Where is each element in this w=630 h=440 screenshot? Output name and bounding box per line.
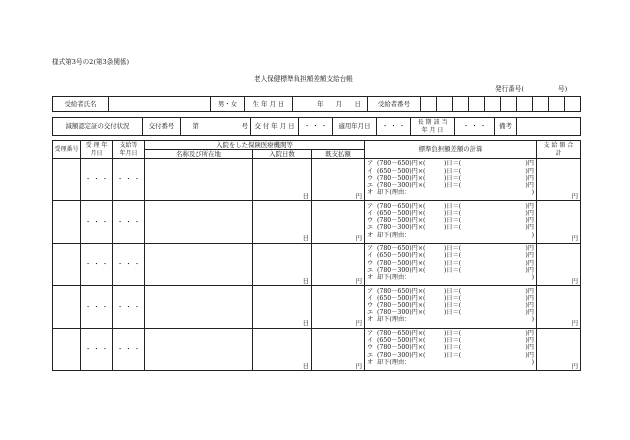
hospital-name-cell[interactable]	[145, 201, 253, 243]
calc-formula: (780－300)円×( )日＝(	[377, 224, 462, 232]
recipient-number-box[interactable]	[501, 97, 517, 112]
calc-key: ウ	[367, 302, 374, 310]
calc-yen: )円	[525, 287, 534, 295]
calc-cell	[365, 201, 537, 243]
calc-yen: )円	[525, 224, 534, 232]
days-cell[interactable]: 日	[253, 243, 312, 285]
accept-no-cell[interactable]	[53, 159, 81, 201]
hospital-name-cell[interactable]	[145, 328, 253, 370]
calc-key: ウ	[367, 217, 374, 225]
col-total-label: 支 給 額 合 計	[543, 142, 574, 157]
col-paid: 既支払額	[312, 150, 365, 159]
hospital-name-cell[interactable]	[145, 159, 253, 201]
calc-yen: )円	[525, 294, 534, 302]
go-label: 号	[211, 118, 251, 136]
ledger-row	[52, 200, 581, 243]
calc-key: エ	[367, 182, 374, 190]
calc-key: ア	[367, 160, 374, 168]
calc-key: イ	[367, 337, 374, 345]
days-cell[interactable]: 日	[253, 159, 312, 201]
year-label: 年	[317, 99, 324, 108]
issue-no-label: 交付番号	[143, 118, 181, 136]
accept-no-cell[interactable]	[53, 243, 81, 285]
recipient-number-box[interactable]	[469, 97, 485, 112]
long-term-label	[411, 118, 455, 136]
calc-yen: )円	[525, 309, 534, 317]
calc-yen: )円	[525, 351, 534, 359]
recipient-number-box[interactable]	[565, 97, 581, 112]
dai-label: 第	[181, 118, 211, 136]
calc-yen: )円	[525, 344, 534, 352]
calc-key: イ	[367, 167, 374, 175]
calc-formula: (650－500)円×( )日＝(	[377, 167, 462, 175]
calc-formula: (780－650)円×( )日＝(	[377, 287, 462, 295]
calc-yen: )	[531, 358, 534, 366]
calc-formula: (780－500)円×( )日＝(	[377, 344, 462, 352]
calc-key: ウ	[367, 174, 374, 182]
calc-formula: (650－500)円×( )日＝(	[377, 252, 462, 260]
col-accept-no	[53, 141, 81, 159]
calc-yen: )円	[525, 202, 534, 210]
accept-no-cell[interactable]	[53, 286, 81, 328]
applicable-date-field[interactable]: ・ ・ ・	[377, 118, 411, 136]
recipient-number-label: 受給者番号	[368, 97, 421, 112]
calc-key: イ	[367, 252, 374, 260]
calc-yen: )	[531, 231, 534, 239]
cert-status-label: 減額認定証の交付状況	[53, 118, 143, 136]
issue-date-label: 交 付 年 月 日	[251, 118, 299, 136]
calc-formula: (780－500)円×( )日＝(	[377, 259, 462, 267]
days-cell[interactable]: 日	[253, 201, 312, 243]
calc-cell	[365, 328, 537, 370]
recipient-number-box[interactable]	[485, 97, 501, 112]
col-accept-date	[81, 141, 113, 159]
days-cell[interactable]: 日	[253, 328, 312, 370]
form-ref: 様式第3号の2(第3条関係)	[52, 58, 130, 66]
hospital-name-cell[interactable]	[145, 286, 253, 328]
calc-yen: )円	[525, 330, 534, 338]
calc-formula: 却下(理由：	[377, 189, 411, 197]
calc-formula: 却下(理由：	[377, 316, 411, 324]
calc-formula: (780－300)円×( )日＝(	[377, 309, 462, 317]
accept-no-cell[interactable]	[53, 201, 81, 243]
issue-number-close: 号)	[558, 85, 568, 93]
calc-key: オ	[367, 316, 374, 324]
recipient-number-box[interactable]	[453, 97, 469, 112]
calc-key: オ	[367, 358, 374, 366]
certificate-info-table	[52, 117, 581, 136]
col-calc: 標準負担額差額の計算	[365, 141, 537, 159]
col-days: 入院日数	[253, 150, 312, 159]
sex-selector[interactable]: 男・女	[211, 97, 245, 112]
pay-date-cell[interactable]: ・ ・ ・	[113, 243, 145, 285]
total-cell[interactable]: 円	[537, 243, 581, 285]
accept-date-cell[interactable]: ・ ・ ・	[81, 159, 113, 201]
calc-formula: 却下(理由：	[377, 274, 411, 282]
total-cell[interactable]: 円	[537, 328, 581, 370]
pay-date-cell[interactable]: ・ ・ ・	[113, 286, 145, 328]
calc-formula: (650－500)円×( )日＝(	[377, 337, 462, 345]
recipient-info-table	[52, 96, 581, 112]
issue-number-label: 発行番号(	[495, 85, 524, 93]
hospital-name-cell[interactable]	[145, 243, 253, 285]
calc-yen: )円	[525, 160, 534, 168]
calc-yen: )円	[525, 266, 534, 274]
calc-formula: (780－300)円×( )日＝(	[377, 182, 462, 190]
calc-formula: (780－650)円×( )日＝(	[377, 202, 462, 210]
calc-yen: )	[531, 316, 534, 324]
ledger-row	[52, 328, 581, 371]
calc-cell	[365, 286, 537, 328]
col-hospital-group: 入院をした保険医療機関等	[145, 141, 365, 150]
calc-yen: )	[531, 189, 534, 197]
calc-formula: (780－650)円×( )日＝(	[377, 160, 462, 168]
calc-key: エ	[367, 266, 374, 274]
pay-date-cell[interactable]: ・ ・ ・	[113, 201, 145, 243]
calc-yen: )	[531, 274, 534, 282]
calc-key: ウ	[367, 259, 374, 267]
accept-date-cell[interactable]: ・ ・ ・	[81, 328, 113, 370]
calc-key: オ	[367, 231, 374, 239]
col-pay-date	[113, 141, 145, 159]
calc-yen: )円	[525, 174, 534, 182]
accept-date-cell[interactable]: ・ ・ ・	[81, 243, 113, 285]
recipient-number-box[interactable]	[533, 97, 549, 112]
col-pay-date-label: 支給等 年月日	[119, 142, 138, 157]
calc-key: エ	[367, 224, 374, 232]
calc-line	[365, 190, 536, 197]
ledger-table	[52, 140, 581, 159]
calc-yen: )円	[525, 302, 534, 310]
accept-no-cell[interactable]	[53, 328, 81, 370]
calc-formula: (650－500)円×( )日＝(	[377, 210, 462, 218]
recipient-name-field[interactable]	[109, 97, 211, 112]
calc-key: ア	[367, 202, 374, 210]
ledger-row	[52, 285, 581, 328]
calc-formula: 却下(理由：	[377, 358, 411, 366]
paid-cell[interactable]: 円	[312, 159, 365, 201]
month-label: 月	[335, 99, 343, 108]
pay-date-cell[interactable]: ・ ・ ・	[113, 159, 145, 201]
total-cell[interactable]: 円	[537, 286, 581, 328]
long-term-field[interactable]: ・ ・ ・	[455, 118, 495, 136]
calc-formula: (780－500)円×( )日＝(	[377, 174, 462, 182]
col-accept-no-label: 受理番号	[54, 145, 79, 153]
page-title: 老人保健標準負担額差額支給台帳	[254, 75, 353, 83]
recipient-number-box[interactable]	[517, 97, 533, 112]
ledger-row	[52, 243, 581, 286]
calc-line	[365, 317, 536, 324]
calc-key: イ	[367, 210, 374, 218]
calc-formula: (780－300)円×( )日＝(	[377, 266, 462, 274]
calc-formula: (780－650)円×( )日＝(	[377, 245, 462, 253]
calc-key: エ	[367, 351, 374, 359]
calc-key: オ	[367, 274, 374, 282]
calc-yen: )円	[525, 167, 534, 175]
calc-key: ア	[367, 245, 374, 253]
applicable-date-label: 適用年月日	[333, 118, 377, 136]
recipient-number-box[interactable]	[549, 97, 565, 112]
pay-date-cell[interactable]: ・ ・ ・	[113, 328, 145, 370]
days-cell[interactable]: 日	[253, 286, 312, 328]
calc-yen: )円	[525, 337, 534, 345]
col-accept-date-label: 受 理 年月日	[85, 142, 108, 157]
calc-yen: )円	[525, 252, 534, 260]
paid-cell[interactable]: 円	[312, 243, 365, 285]
calc-formula: (650－500)円×( )日＝(	[377, 294, 462, 302]
calc-key: エ	[367, 309, 374, 317]
calc-yen: )円	[525, 210, 534, 218]
calc-line	[365, 359, 536, 366]
paid-cell[interactable]: 円	[312, 286, 365, 328]
calc-formula: (780－500)円×( )日＝(	[377, 217, 462, 225]
issue-date-field[interactable]: ・ ・ ・	[299, 118, 333, 136]
calc-formula: (780－650)円×( )日＝(	[377, 330, 462, 338]
total-cell[interactable]: 円	[537, 159, 581, 201]
calc-cell	[365, 243, 537, 285]
birthdate-label: 生 年 月 日	[245, 97, 293, 112]
calc-line	[365, 232, 536, 239]
calc-formula: (780－300)円×( )日＝(	[377, 351, 462, 359]
recipient-name-label: 受給者氏名	[53, 97, 109, 112]
calc-yen: )円	[525, 245, 534, 253]
calc-cell	[365, 159, 537, 201]
paid-cell[interactable]: 円	[312, 201, 365, 243]
long-term-line2: 年 月 日	[421, 126, 444, 134]
ledger-row	[52, 158, 581, 201]
calc-line	[365, 275, 536, 282]
calc-key: ア	[367, 330, 374, 338]
total-cell[interactable]: 円	[537, 201, 581, 243]
calc-key: ア	[367, 287, 374, 295]
calc-yen: )円	[525, 182, 534, 190]
calc-key: ウ	[367, 344, 374, 352]
day-label: 日	[354, 99, 361, 108]
remarks-field[interactable]	[517, 118, 581, 136]
col-hospital-name: 名称及び所在地	[145, 150, 253, 159]
birthdate-field[interactable]	[293, 97, 368, 112]
calc-yen: )円	[525, 217, 534, 225]
accept-date-cell[interactable]: ・ ・ ・	[81, 286, 113, 328]
calc-formula: 却下(理由：	[377, 231, 411, 239]
accept-date-cell[interactable]: ・ ・ ・	[81, 201, 113, 243]
calc-formula: (780－500)円×( )日＝(	[377, 302, 462, 310]
long-term-line1: 長 期 該 当	[417, 119, 448, 126]
paid-cell[interactable]: 円	[312, 328, 365, 370]
recipient-number-box[interactable]	[437, 97, 453, 112]
calc-key: オ	[367, 189, 374, 197]
remarks-label: 備考	[495, 118, 517, 136]
recipient-number-box[interactable]	[421, 97, 437, 112]
col-total	[537, 141, 581, 159]
calc-yen: )円	[525, 259, 534, 267]
calc-key: イ	[367, 294, 374, 302]
